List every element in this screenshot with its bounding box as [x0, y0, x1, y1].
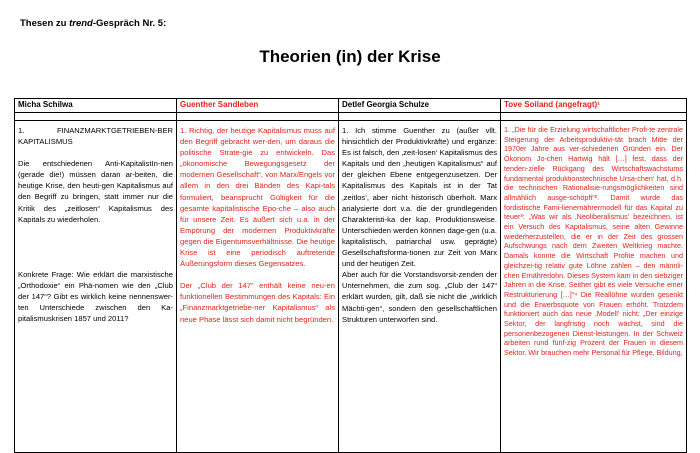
- thesis-heading: 1. FINANZMARKTGETRIEBEN-BER KAPITALISMUS: [18, 126, 173, 147]
- reply-paragraph: 1. Ich stimme Guenther zu (außer vllt. hinsichtlich der Produktivkräfte) und ergänze: Es ist falsch, den ‚zeit-losen‘ Kapitalismus des Kapitals und den „heutigen Kapitalismus“ auf der gleichen Ebene entgegenzusetzen. Der Kapitalismus des Kapitals ist in der Tat ‚zeitlos‘, aber nicht historisch überholt. Marx analysierte dort v.a. die der grundlegenden Charakteristi-ka der kap. Produktionsweise. Unterschieden werden können dage-gen (u.a. kapitalistisch, patriarchal usw. geprägte) Gesellschaftsforma-tionen zur Zeit von Marx und der heutigen Zeit.: [342, 126, 497, 269]
- reply-paragraph: 1. Richtig, der heutige Kapitalismus muss auf den Begriff gebracht wer-den, um daraus die politische Strate-gie zu entwickeln. Das „ökonomische Bewegungsgesetz der modernen Gesellschaft“, von Marx/Engels vor allem in den drei Bänden des Kapi-tals formuliert, beansprucht Gültigkeit für die gesamte kapitalistische Epo-che – also auch für unsere Zeit. Es äußert sich u.a. in der Empörung der modernen Produktivkräfte gegen die Eigentumsverhältnisse. Die heutige Krise ist eine periodisch auftretende Äußerungsform dieses Gegensatzes.: [180, 126, 335, 269]
- reply-paragraph: Der „Club der 147“ enthält keine neu-en funktionellen Bestimmungen des Kapitals: Ein „Finanzmarktgetriebe-ner Kapitalismus“ als neue Phase lässt sich damit nicht begründen.: [180, 281, 335, 324]
- header-prefix: Thesen zu: [20, 18, 70, 29]
- author-schulze: Detlef Georgia Schulze: [339, 99, 501, 113]
- header-italic: trend: [69, 18, 93, 29]
- col-schulze: [339, 121, 501, 453]
- author-sandleben: Guenther Sandleben: [177, 99, 339, 113]
- author-soiland: Tove Soiland (angefragt)¹: [501, 99, 687, 113]
- reply-paragraph: Aber auch für die Vorstandsvorsit-zenden der Unternehmen, die zum sog. „Club der 147“ erklärt wurden, gilt, daß sie nicht die „wirklich Mächti-gen“, sondern den gesellschaftlichen Strukturen unterworfen sind.: [342, 270, 497, 324]
- reply-paragraph: 1. „Die für die Erzielung wirtschaftlicher Profi-te zentrale Steigerung der Arbeitsproduktivi-tät brach Mitte der 1970er Jahre aus ver-schiedenen Gründen ein. Der Ökonom Jo-chen Hartwig hält […] fest, dass der tenden-zielle Rückgang des Wirtschaftswachstums fundamental produktionstechnische Ursa-chen‘ hat, d.h. die technischen Rationalisie-rungsmöglichkeiten sind allmählich ausge-schöpft“². Damit wurde das fordistische Fami-lienernährermodell für das Kapital zu teuer³: „Was wir als ‚Neoliberalismus‘ bezeichnen, ist ein Versuch des Kapitalismus, seine alten Gewinne wiederherzustellen, die er in der Zeit des grossen Aufschwungs nach dem Zweiten Weltkrieg machte. Damals konnte die Wirtschaft Profite machen und gleichzei-tig relativ gute Löhne zahlen – den männli-chen Ernährerlohn. Dieses System kam in den siebziger Jahren in die Krise. Seither gibt es viele Versuche einer Restrukturierung […]“⁴ Die Reallöhne wurden gesenkt und die Erwerbsquote von Frauen erhöht. Trotzdem funktioniert auch das neue ‚Modell‘ nicht: „Der einzige Sektor, der langfristig noch wächst, sind die personenbezogenen Dienst-leistungen. In der Schweiz arbeiten rund fünf-zig Prozent der Frauen in diesem Sektor. Wir brauchen mehr Personal für Pflege, Bildung,: [504, 125, 683, 358]
- author-row: [15, 99, 687, 113]
- document-header: [20, 18, 166, 29]
- theses-row: [15, 121, 687, 453]
- col-schilwa: [15, 121, 177, 453]
- col-sandleben: [177, 121, 339, 453]
- author-schilwa: Micha Schilwa: [15, 99, 177, 113]
- thesis-question: Konkrete Frage: Wie erklärt die marxistische „Orthodoxie“ ein Phä-nomen wie den „Club der 147“? Gibt es wirklich keine nennenswer-ten Unterschiede zwischen den Ka-pitalismuskrisen 1857 und 2011?: [18, 269, 173, 324]
- page-title: Theorien (in) der Krise: [259, 47, 441, 66]
- theses-table: [14, 98, 687, 453]
- thesis-paragraph: Die entschiedenen Anti-KapitalistIn-nen (gerade die!) müssen daran ar-beiten, die heutige Krise, den heuti-gen Kapitalismus auf den Begriff zu bringen, statt immer nur die Kritik des „zeitlosen“ Kapitalismus des Kapitals zu wiederholen.: [18, 159, 173, 224]
- header-suffix: -Gespräch Nr. 5:: [92, 18, 167, 29]
- spacer-row: [15, 113, 687, 121]
- col-soiland: [501, 121, 687, 453]
